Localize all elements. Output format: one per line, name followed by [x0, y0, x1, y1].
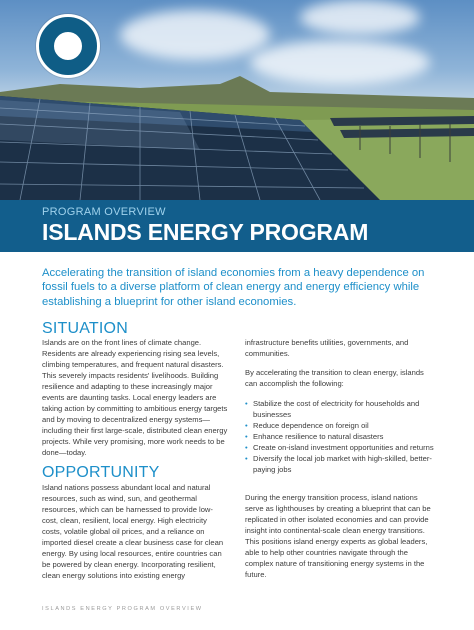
logo-emblem-icon — [52, 30, 84, 62]
rocky-mountain-institute-logo — [36, 14, 100, 78]
situation-body: Islands are on the front lines of climate change. Residents are already experiencing rising sea levels, climbing temperatures, and frequent natural disasters. This severely impacts residents' livelihoods. Building resilience and adapting to these increasingly major events are daunting tasks. Local energy leaders are taking action by committing to ambitious energy targets and by moving to decentralized energy systems—including their first large-scale, distributed clean energy projects. While very promising, more work needs to be done—today. — [42, 338, 228, 457]
situation-continuation: infrastructure benefits utilities, governments, and communities. — [245, 338, 409, 358]
program-overview-kicker: PROGRAM OVERVIEW — [42, 206, 166, 218]
benefits-lead-in: By accelerating the transition to clean energy, islands can accomplish the following: — [245, 368, 424, 388]
list-item: • Stabilize the cost of electricity for households and businesses — [245, 398, 445, 420]
page-title: ISLANDS ENERGY PROGRAM — [42, 219, 369, 245]
situation-heading: SITUATION — [42, 320, 128, 337]
transition-closing: During the energy transition process, island nations serve as lighthouses by creating a blueprint that can be replicated in other isolated economies and can provide insight into continental-scale clean energy transitions. This positions island energy experts as global leaders, able to help other countries navigate through the complex nature of transitioning energy systems in the future. — [245, 493, 431, 579]
page-footer: ISLANDS ENERGY PROGRAM OVERVIEW — [42, 606, 203, 612]
benefits-list — [245, 398, 445, 475]
opportunity-heading: OPPORTUNITY — [42, 464, 160, 481]
list-item: • Create on-island investment opportunities and returns — [245, 442, 445, 453]
opportunity-body: Island nations possess abundant local and natural resources, such as wind, sun, and geothermal resources, which can be harnessed to provide low-cost, clean, resilient, local energy. High electricity costs, volatile global oil prices, and a reliance on imported diesel create a clear business case for clean energy. By using local resources, entire countries can be powered by clean energy. Incorporating resilient, clean energy solutions into existing energy — [42, 483, 224, 580]
list-item: • Reduce dependence on foreign oil — [245, 420, 445, 431]
hero-photo-solar-panels — [0, 0, 474, 200]
list-item: • Enhance resilience to natural disasters — [245, 431, 445, 442]
list-item: • Diversify the local job market with high-skilled, better-paying jobs — [245, 453, 445, 475]
intro-statement: Accelerating the transition of island economies from a heavy dependence on fossil fuels to a diverse platform of clean energy and energy efficiency while establishing a blueprint for other island economies. — [42, 267, 425, 308]
